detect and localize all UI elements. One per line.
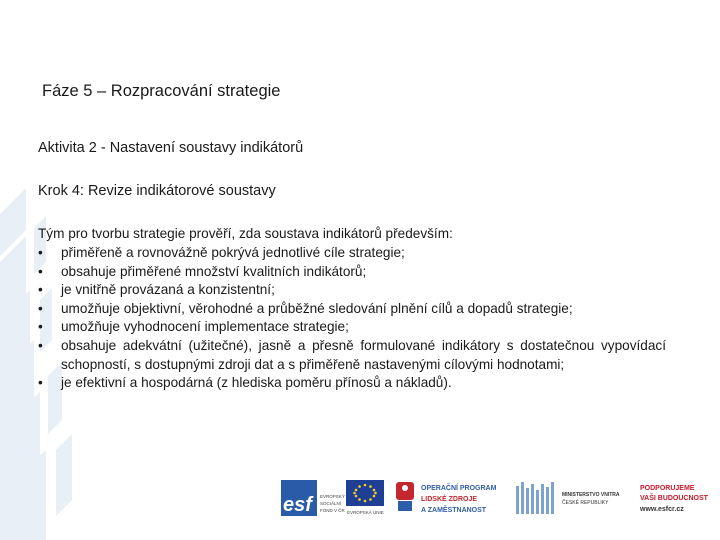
- list-item: • umožňuje objektivní, věrohodné a průběžné sledování plnění cílů a dopadů strategie;: [38, 300, 666, 319]
- esf-mark: esf: [283, 494, 312, 516]
- list-item: • přiměřeně a rovnovážně pokrývá jednotlivé cíle strategie;: [38, 244, 666, 263]
- op-text-2: LIDSKÉ ZDROJE: [421, 496, 478, 503]
- ministry-logo: [516, 482, 620, 514]
- support-url: www.esfcr.cz: [640, 506, 684, 513]
- bullet-icon: •: [38, 300, 43, 316]
- footer-logos: [0, 470, 720, 530]
- eu-flag-logo: [346, 480, 384, 515]
- eu-text: EVROPSKÁ UNIE: [347, 510, 384, 515]
- list-item: • obsahuje přiměřené množství kvalitních indikátorů;: [38, 263, 666, 282]
- bullet-icon: •: [38, 337, 43, 353]
- activity-heading: Aktivita 2 - Nastavení soustavy indikátorů: [38, 140, 304, 156]
- list-item: • obsahuje adekvátní (užitečné), jasně a přesně formulované indikátory s dostatečnou vypovídací schopností, s dostupnými zdroji dat a s přiměřeně nastavenými cílovými hodnotami;: [38, 337, 666, 372]
- op-text-3: A ZAMĚSTNANOST: [421, 507, 487, 514]
- bullet-icon: •: [38, 319, 43, 335]
- op-text-1: OPERAČNÍ PROGRAM: [421, 485, 497, 492]
- bullet-icon: •: [38, 375, 43, 391]
- bullet-icon: •: [38, 263, 43, 279]
- ministry-text-1: MINISTERSTVO VNITRA: [562, 492, 620, 498]
- op-lzz-logo: [396, 482, 497, 514]
- esf-logo: [281, 480, 346, 516]
- bullet-icon: •: [38, 282, 43, 298]
- esf-text-1: EVROPSKÝ: [320, 494, 345, 499]
- esf-text-2: SOCIÁLNÍ: [320, 501, 342, 506]
- intro-text: Tým pro tvorbu strategie prověří, zda soustava indikátorů především:: [38, 226, 453, 241]
- step-heading: Krok 4: Revize indikátorové soustavy: [38, 183, 276, 199]
- ministry-text-2: ČESKÉ REPUBLIKY: [562, 500, 609, 506]
- support-logo: [639, 485, 709, 513]
- support-text-2: VAŠI BUDOUCNOST: [640, 495, 708, 502]
- list-item: • je efektivní a hospodárná (z hlediska poměru přínosů a nákladů).: [38, 374, 666, 393]
- page-title: Fáze 5 – Rozpracování strategie: [42, 82, 281, 100]
- esf-text-3: FOND V ČR: [320, 508, 345, 513]
- bullet-icon: •: [38, 245, 43, 260]
- support-text-1: PODPORUJEME: [640, 485, 695, 492]
- list-item: • umožňuje vyhodnocení implementace strategie;: [38, 318, 666, 337]
- criteria-list: [38, 244, 666, 393]
- list-item: • je vnitřně provázaná a konzistentní;: [38, 281, 666, 300]
